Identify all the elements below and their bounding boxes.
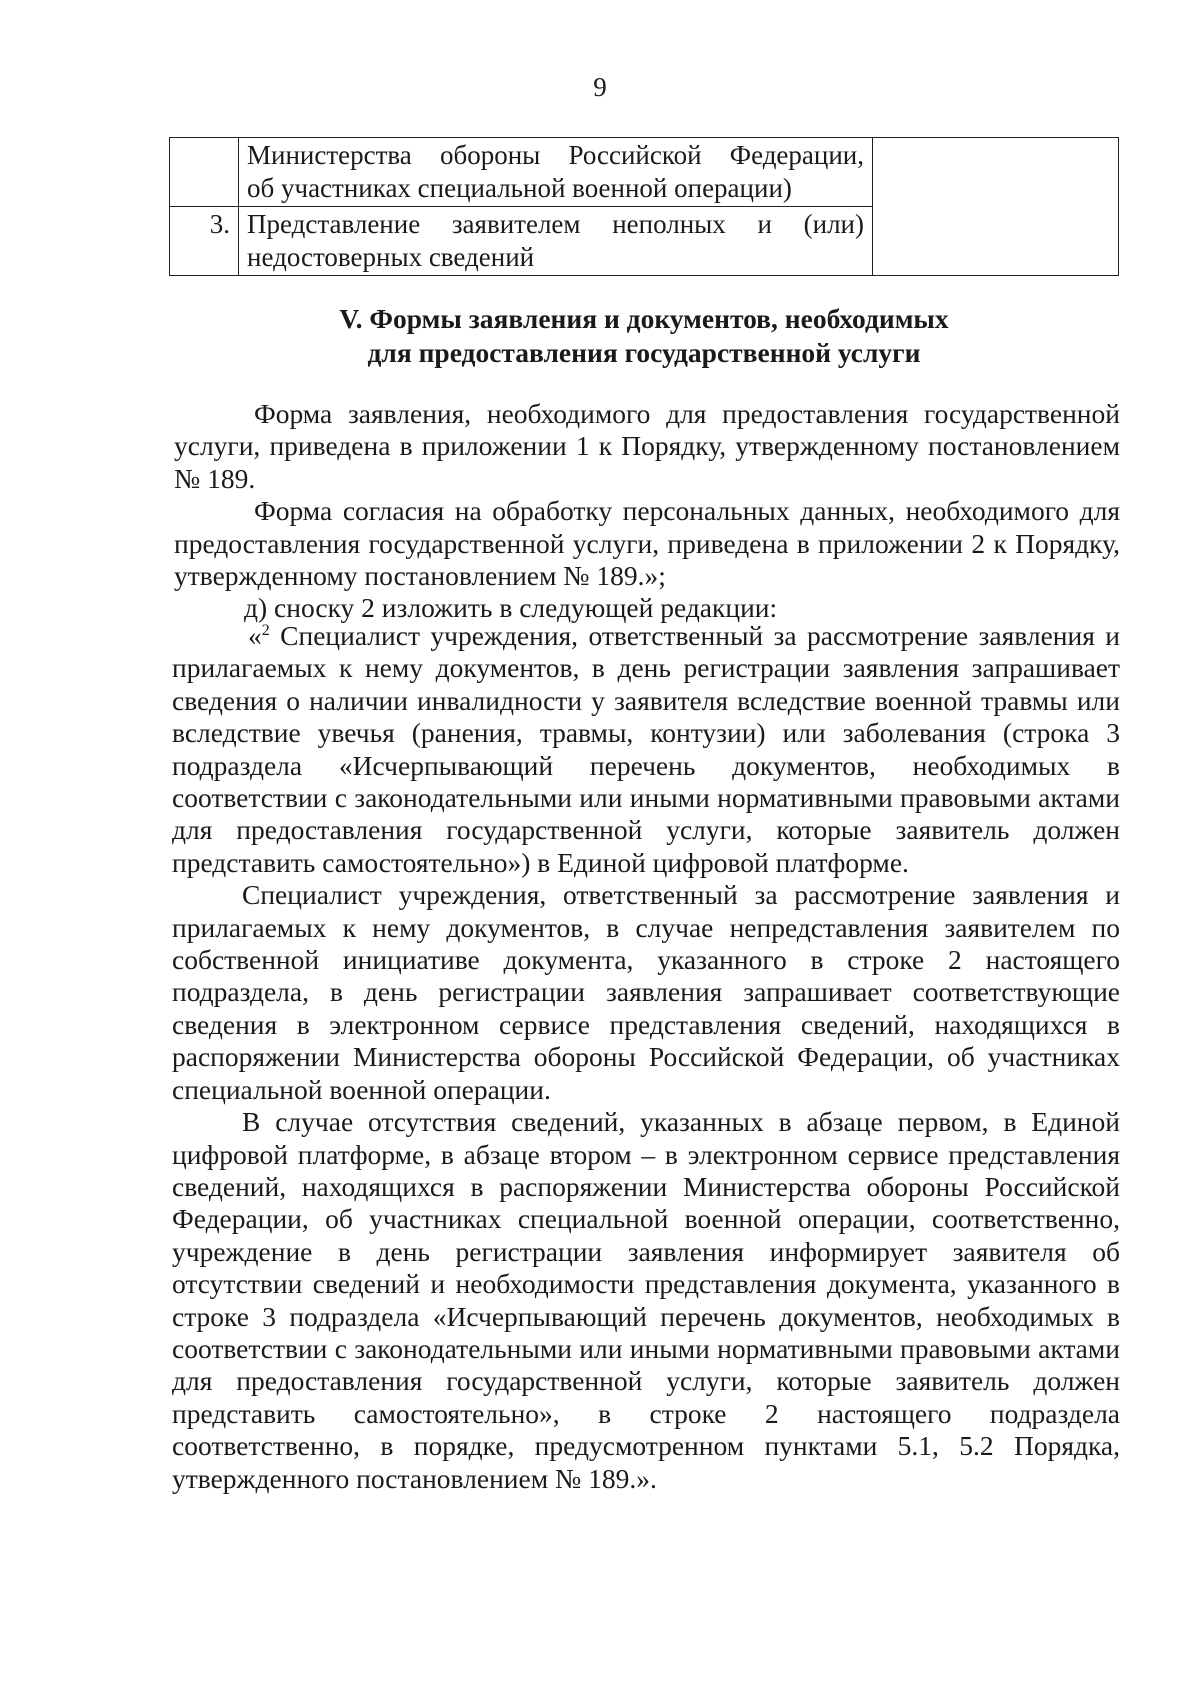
table-row [170,138,1119,207]
paragraph: Форма заявления, необходимого для предоставления государственной услуги, приведена в приложении 1 к Порядку, утвержденному постановлением № 189. [174,398,1120,494]
page-number: 9 [593,72,607,102]
heading-line: V. Формы заявления и документов, необходимых [339,303,949,334]
paragraph: Специалист учреждения, ответственный за рассмотрение заявления и прилагаемых к нему документов, в случае непредставления заявителем по собственной инициативе документа, указанного в строке 2 настоящего подраздела, в день регистрации заявления запрашивает соответствующие сведения в электронном сервисе представления сведений, находящихся в распоряжении Министерства обороны Российской Федерации, об участниках специальной военной операции. [172,879,1120,1105]
body-block [174,398,1120,625]
cell-line: Представление заявителем неполных и (или) [247,209,864,239]
row-text-cell [239,138,873,207]
quote-open: « [248,620,262,651]
footnote-marker: 2 [261,621,270,639]
cell-line: недостоверных сведений [247,242,535,272]
footnote-paragraph [172,620,1120,879]
cell-line: Министерства обороны Российской Федерации, [247,140,864,170]
cell-line: об участниках специальной военной операции) [247,173,792,203]
section-heading [169,302,1119,370]
row-number-cell: 3. [170,207,239,276]
paragraph: В случае отсутствия сведений, указанных в абзаце первом, в Единой цифровой платформе, в абзаце втором – в электронном сервисе представления сведений, находящихся в распоряжении Министерства обороны Российской Федерации, об участниках специальной военной операции, соответственно, учреждение в день регистрации заявления информирует заявителя об отсутствии сведений и необходимости представления документа, указанного в строке 3 подраздела «Исчерпывающий перечень документов, необходимых в соответствии с законодательными или иными нормативными правовыми актами для предоставления государственной услуги, которые заявитель должен представить самостоятельно», в строке 2 настоящего подраздела соответственно, в порядке, предусмотренном пунктами 5.1, 5.2 Порядка, утвержденного постановлением № 189.». [172,1106,1120,1494]
requirements-table [169,137,1119,276]
body-block [172,620,1120,1495]
paragraph: д) сноску 2 изложить в следующей редакции: [244,592,778,624]
paragraph-text: Специалист учреждения, ответственный за рассмотрение заявления и прилагаемых к нему документов, в день регистрации заявления запрашивает сведения о наличии инвалидности у заявителя вследствие военной травмы или вследствие увечья (ранения, травмы, контузии) или заболевания (строка 3 подраздела «Исчерпывающий перечень документов, необходимых в соответствии с законодательными или иными нормативными правовыми актами для предоставления государственной услуги, которые заявитель должен представить самостоятельно») в Единой цифровой платформе. [172,620,1120,878]
row-text-cell [239,207,873,276]
paragraph: Форма согласия на обработку персональных данных, необходимого для предоставления государственной услуги, приведена в приложении 2 к Порядку, утвержденному постановлением № 189.»; [174,495,1120,592]
row-number-cell [170,138,239,207]
row-extra-cell [873,138,1119,276]
heading-line: для предоставления государственной услуги [367,337,921,368]
